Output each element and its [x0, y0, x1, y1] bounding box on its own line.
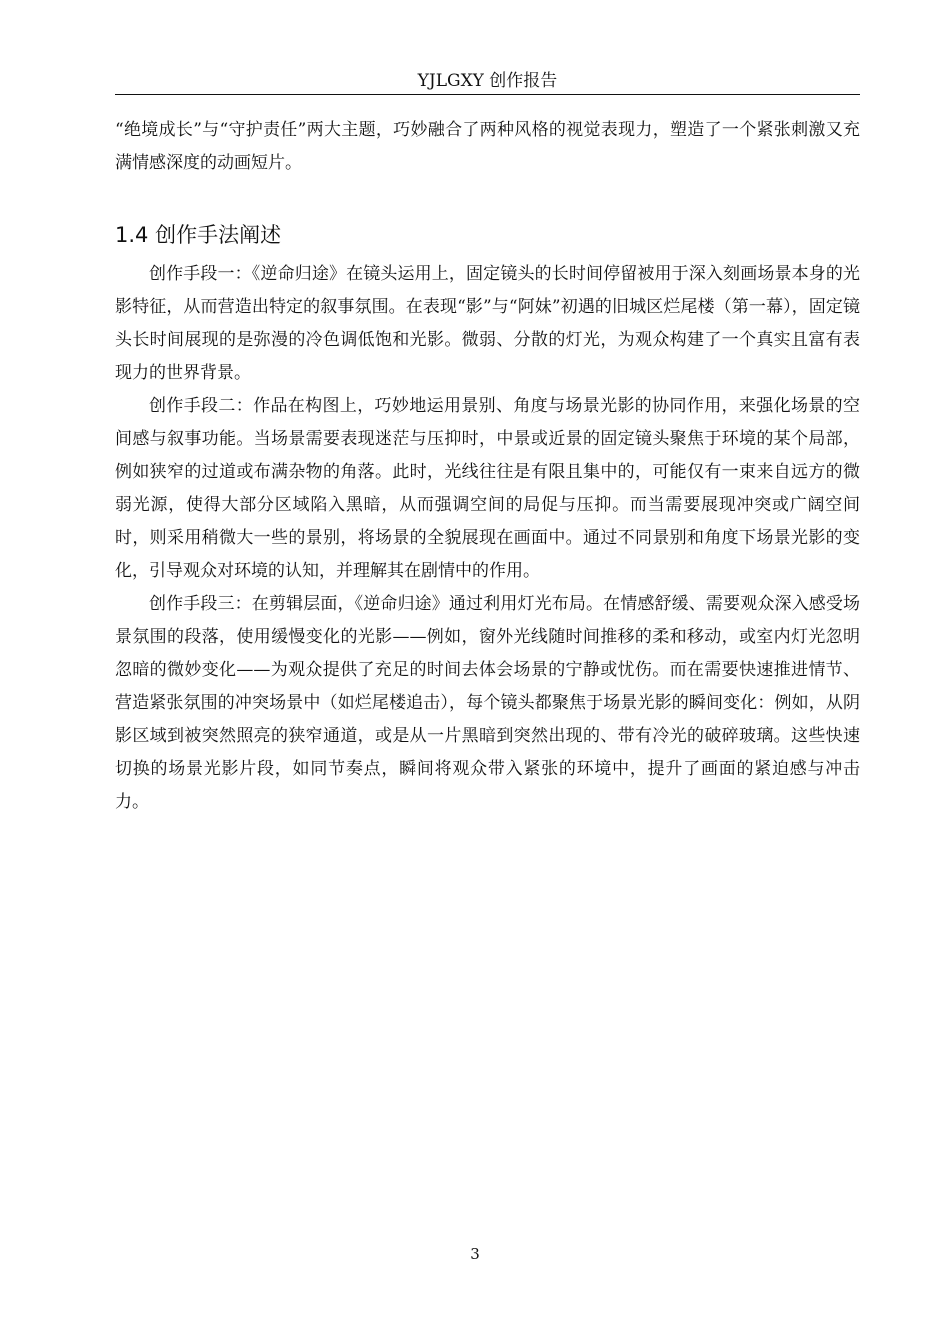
- intro-paragraph: “绝境成长”与“守护责任”两大主题，巧妙融合了两种风格的视觉表现力，塑造了一个紧张刺激又充满情感深度的动画短片。: [115, 120, 860, 173]
- page-header: [115, 68, 860, 95]
- body-paragraph-2: 创作手段二：作品在构图上，巧妙地运用景别、角度与场景光影的协同作用，来强化场景的空间感与叙事功能。当场景需要表现迷茫与压抑时，中景或近景的固定镜头聚焦于环境的某个局部，例如狭窄的过道或布满杂物的角落。此时，光线往往是有限且集中的，可能仅有一束来自远方的微弱光源，使得大部分区域陷入黑暗，从而强调空间的局促与压抑。而当需要展现冲突或广阔空间时，则采用稍微大一些的景别，将场景的全貌展现在画面中。通过不同景别和角度下场景光影的变化，引导观众对环境的认知，并理解其在剧情中的作用。: [115, 396, 860, 581]
- page-content: [115, 114, 860, 819]
- section-heading: 1.4 创作手法阐述: [115, 223, 282, 247]
- page-number: 3: [470, 1245, 480, 1263]
- header-title: YJLGXY 创作报告: [417, 71, 558, 91]
- body-paragraph-3: 创作手段三：在剪辑层面，《逆命归途》通过利用灯光布局。在情感舒缓、需要观众深入感受场景氛围的段落，使用缓慢变化的光影——例如，窗外光线随时间推移的柔和移动，或室内灯光忽明忽暗的微妙变化——为观众提供了充足的时间去体会场景的宁静或忧伤。而在需要快速推进情节、营造紧张氛围的冲突场景中（如烂尾楼追击），每个镜头都聚焦于场景光影的瞬间变化：例如，从阴影区域到被突然照亮的狭窄通道，或是从一片黑暗到突然出现的、带有冷光的破碎玻璃。这些快速切换的场景光影片段，如同节奏点，瞬间将观众带入紧张的环境中，提升了画面的紧迫感与冲击力。: [115, 594, 860, 812]
- body-paragraph-1: 创作手段一：《逆命归途》在镜头运用上，固定镜头的长时间停留被用于深入刻画场景本身的光影特征，从而营造出特定的叙事氛围。在表现“影”与“阿妹”初遇的旧城区烂尾楼（第一幕），固定镜头长时间展现的是弥漫的冷色调低饱和光影。微弱、分散的灯光，为观众构建了一个真实且富有表现力的世界背景。: [115, 264, 860, 383]
- page-footer: [0, 1244, 950, 1264]
